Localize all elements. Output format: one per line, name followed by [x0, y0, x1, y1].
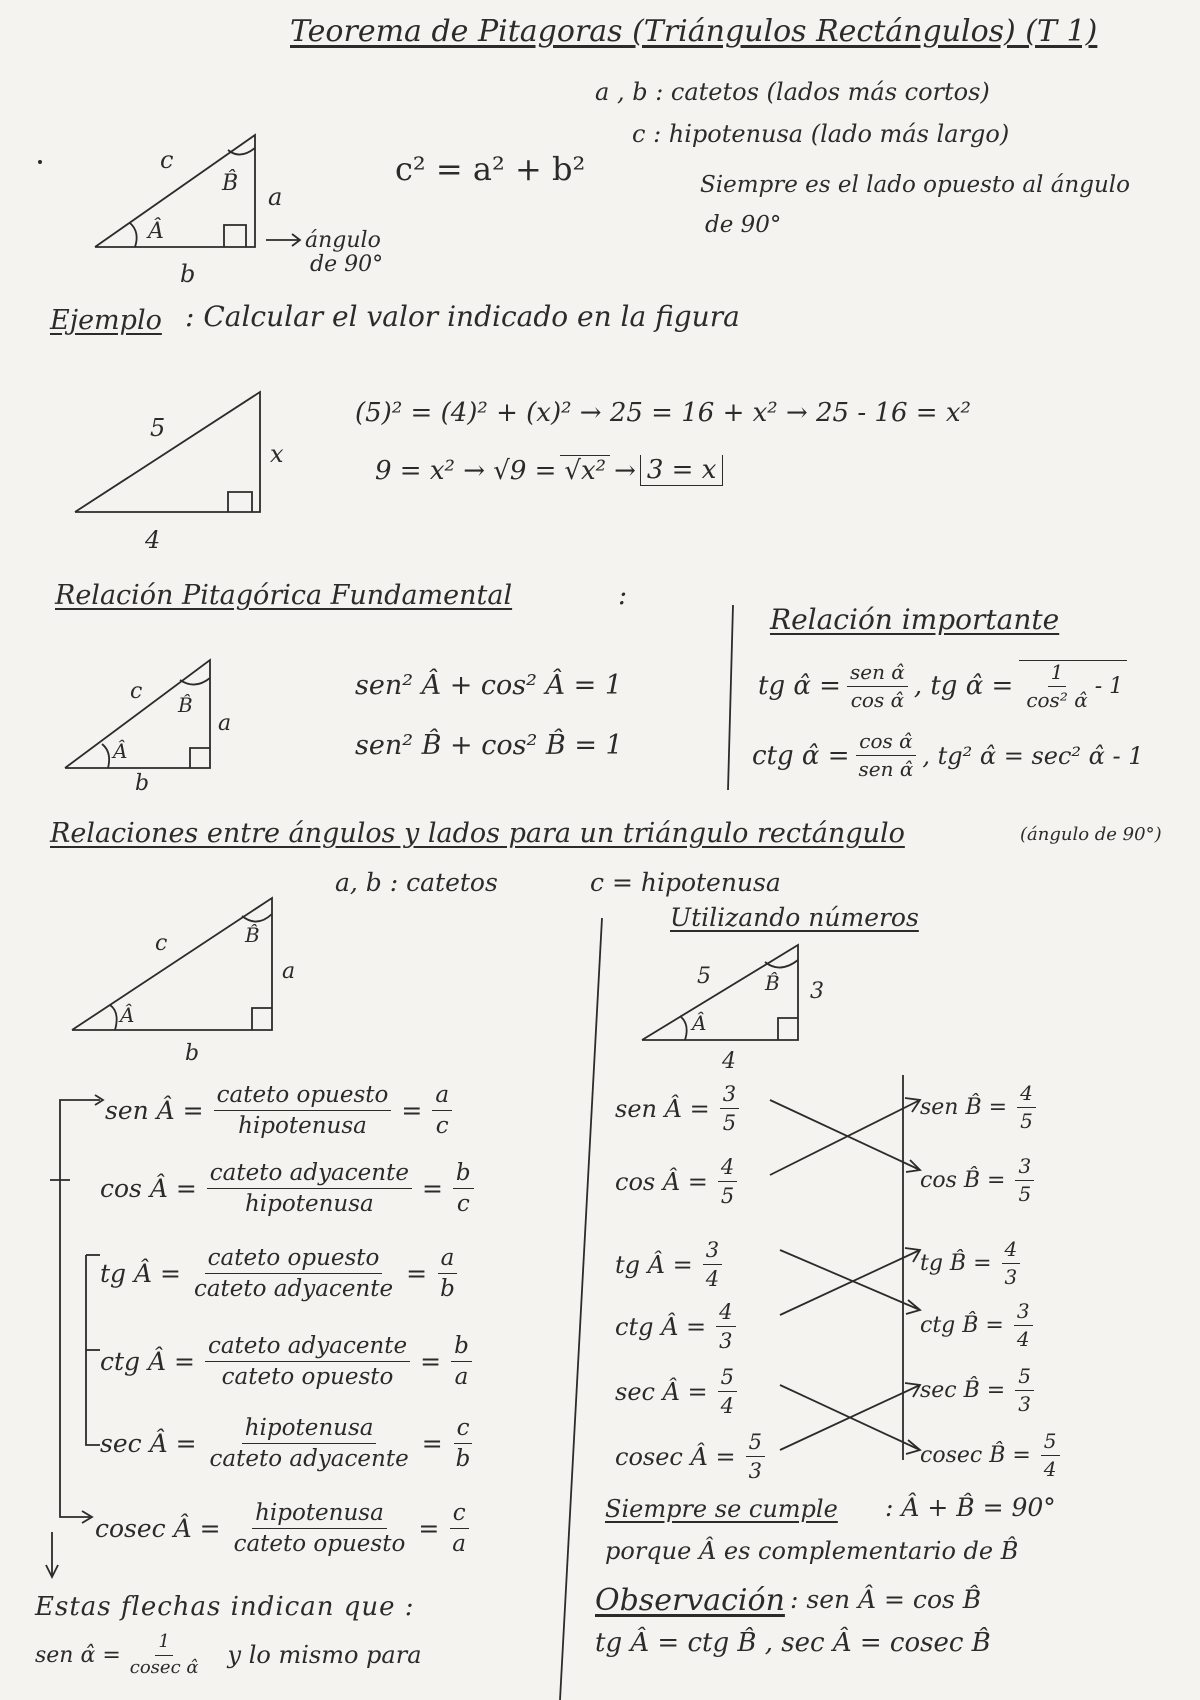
hypotenuse-note-2: de 90° [705, 212, 782, 238]
relations-triangle [72, 898, 295, 1066]
example-label: Ejemplo [50, 305, 162, 336]
example-triangle [75, 392, 284, 554]
number-row-a [615, 1238, 722, 1291]
hypotenuse-definition: c : hipotenusa (lado más largo) [632, 120, 1010, 148]
number-row-b [920, 1238, 1020, 1289]
fundamental-eq-1: sen² Â + cos² Â = 1 [355, 670, 623, 701]
svg-text:Â: Â [113, 739, 128, 763]
important-tg2-root: $\frac{1}{\text{cos² α̂}}$ - 1 [1019, 660, 1127, 712]
number-frac: $\frac{4}{5}$ [718, 1155, 737, 1208]
formula-lhs: sec Â = [100, 1429, 197, 1459]
siempre-label: Siempre se cumple [605, 1495, 838, 1523]
fundamental-triangle [65, 660, 231, 796]
number-row-b [920, 1155, 1034, 1206]
hypotenuse-note-1: Siempre es el lado opuesto al ángulo [700, 172, 1130, 198]
svg-text:B̂: B̂ [245, 923, 260, 947]
important-sec-eq: , tg² α̂ = sec² α̂ - 1 [922, 741, 1144, 770]
number-row-a [615, 1365, 737, 1418]
formula-ratio: $\frac{\text{cateto opuesto}}{\text{hipotenusa}}$ [214, 1082, 392, 1140]
svg-text:Â: Â [692, 1011, 707, 1035]
important-tg-lhs: tg α̂ = [758, 671, 841, 701]
right-angle-label-1: ángulo [305, 228, 381, 253]
formula-equals: = [421, 1174, 443, 1204]
observacion-label: Observación [595, 1583, 785, 1618]
relations-title-note: (ángulo de 90°) [1020, 824, 1162, 845]
number-frac: $\frac{5}{4}$ [718, 1365, 737, 1418]
formula-row [105, 1082, 452, 1140]
formula-row [100, 1415, 473, 1473]
example-line-2 [375, 455, 723, 486]
formula-letters: $\frac{b}{a}$ [451, 1333, 472, 1391]
observacion-eq-2: tg Â = ctg B̂ , sec Â = cosec B̂ [595, 1628, 991, 1658]
number-frac: $\frac{3}{5}$ [1015, 1155, 1034, 1206]
svg-text:5: 5 [697, 964, 711, 989]
svg-text:B̂: B̂ [765, 971, 780, 995]
fundamental-eq-2: sen² B̂ + cos² B̂ = 1 [355, 730, 623, 761]
number-frac: $\frac{5}{3}$ [746, 1430, 765, 1483]
number-row-b [920, 1082, 1036, 1133]
number-lhs: ctg B̂ = [920, 1313, 1004, 1338]
number-frac: $\frac{4}{3}$ [716, 1300, 735, 1353]
important-title: Relación importante [770, 603, 1060, 636]
example-result: 3 = x [640, 455, 724, 486]
formula-lhs: tg Â = [100, 1259, 181, 1289]
example-side-leg: x [270, 440, 284, 468]
example-line-2-a: 9 = x² → √9 = [375, 455, 557, 486]
legs-definition: a , b : catetos (lados más cortos) [595, 78, 990, 106]
number-row-b [920, 1300, 1033, 1351]
intro-side-b: b [180, 260, 196, 288]
example-side-hyp: 5 [150, 414, 166, 442]
svg-text:a: a [218, 711, 232, 736]
number-row-a [615, 1300, 736, 1353]
intro-side-a: a [268, 183, 283, 211]
number-lhs: tg Â = [615, 1250, 693, 1279]
svg-text:Â: Â [120, 1003, 135, 1027]
important-ctg-frac: $\frac{\text{cos α̂}}{\text{sen α̂}}$ [856, 730, 917, 781]
formula-ratio: $\frac{\text{hipotenusa}}{\text{cateto adyacente}}$ [209, 1415, 409, 1473]
number-lhs: sec Â = [615, 1377, 708, 1406]
formula-row [100, 1160, 474, 1218]
svg-text:a: a [282, 959, 296, 984]
relations-title: Relaciones entre ángulos y lados para un triángulo rectángulo [50, 818, 905, 849]
formula-letters: $\frac{c}{a}$ [449, 1500, 469, 1558]
formula-equals: = [406, 1259, 428, 1289]
formula-ratio: $\frac{\text{hipotenusa}}{\text{cateto opuesto}}$ [233, 1500, 406, 1558]
number-lhs: ctg Â = [615, 1312, 707, 1341]
svg-text:B̂: B̂ [178, 693, 193, 717]
arrows-frac: $\frac{1}{\text{cosec α̂}}$ [129, 1631, 199, 1678]
formula-equals: = [420, 1347, 442, 1377]
formula-equals: = [401, 1096, 423, 1126]
numbers-title: Utilizando números [670, 903, 919, 932]
formula-ratio: $\frac{\text{cateto opuesto}}{\text{cateto adyacente}}$ [193, 1245, 394, 1303]
number-row-b [920, 1430, 1060, 1481]
intro-side-c: c [160, 146, 174, 174]
right-angle-label-2: de 90° [310, 252, 384, 277]
page-title: Teorema de Pitagoras (Triángulos Rectángulos) (T 1) [290, 14, 1098, 49]
svg-text:b: b [135, 771, 150, 796]
example-line-2-c: → [614, 455, 636, 486]
intro-angle-a: Â [148, 219, 164, 244]
formula-letters: $\frac{b}{c}$ [453, 1160, 474, 1218]
formula-row [100, 1245, 458, 1303]
formula-equals: = [418, 1514, 440, 1544]
important-divider [728, 605, 733, 790]
formula-row [95, 1500, 469, 1558]
important-ctg [752, 730, 1144, 781]
example-line-2-b: √x² [560, 455, 610, 486]
pythagoras-formula: c² = a² + b² [395, 150, 586, 188]
fundamental-colon: : [618, 580, 628, 611]
number-lhs: tg B̂ = [920, 1251, 992, 1276]
formula-lhs: ctg Â = [100, 1347, 195, 1377]
observacion-eq-1: : sen Â = cos B̂ [790, 1585, 982, 1614]
number-row-a [615, 1155, 737, 1208]
formula-ratio: $\frac{\text{cateto adyacente}}{\text{cateto opuesto}}$ [205, 1333, 410, 1391]
formula-equals: = [421, 1429, 443, 1459]
formula-lhs: cos Â = [100, 1174, 197, 1204]
numbers-triangle [642, 945, 824, 1074]
formula-lhs: cosec Â = [95, 1514, 221, 1544]
important-tg-frac: $\frac{\text{sen α̂}}{\text{cos α̂}}$ [847, 661, 908, 712]
relations-legs: a, b : catetos [335, 868, 498, 897]
number-lhs: sen B̂ = [920, 1095, 1008, 1120]
svg-text:b: b [185, 1041, 200, 1066]
porque-text: porque Â es complementario de B̂ [605, 1537, 1019, 1565]
arrows-eq-lhs: sen α̂ = [35, 1642, 121, 1668]
number-frac: $\frac{5}{3}$ [1015, 1365, 1034, 1416]
example-side-base: 4 [145, 526, 161, 554]
intro-triangle [38, 135, 300, 288]
number-lhs: cosec B̂ = [920, 1443, 1031, 1468]
number-row-b [920, 1365, 1034, 1416]
intro-angle-b: B̂ [222, 171, 239, 196]
arrows-tail: y lo mismo para [227, 1641, 422, 1670]
cross-arrows [770, 1098, 920, 1454]
number-lhs: sec B̂ = [920, 1378, 1006, 1403]
example-line-1: (5)² = (4)² + (x)² → 25 = 16 + x² → 25 - 16 = x² [355, 398, 971, 428]
formula-letters: $\frac{a}{c}$ [432, 1082, 452, 1140]
arrows-equation [35, 1632, 422, 1678]
fundamental-title: Relación Pitagórica Fundamental [55, 580, 513, 611]
formula-ratio: $\frac{\text{cateto adyacente}}{\text{hipotenusa}}$ [207, 1160, 412, 1218]
svg-text:4: 4 [722, 1049, 736, 1074]
svg-text:c: c [130, 679, 143, 704]
number-frac: $\frac{5}{4}$ [1041, 1430, 1060, 1481]
important-tg [758, 660, 1127, 712]
formula-lhs: sen Â = [105, 1096, 204, 1126]
formula-letters: $\frac{c}{b}$ [453, 1415, 474, 1473]
important-ctg-lhs: ctg α̂ = [752, 740, 850, 771]
number-frac: $\frac{4}{5}$ [1017, 1082, 1036, 1133]
important-tg2-lhs: , tg α̂ = [913, 671, 1014, 701]
number-row-a [615, 1082, 739, 1135]
number-lhs: cos B̂ = [920, 1168, 1006, 1193]
relations-hyp: c = hipotenusa [590, 868, 781, 897]
number-frac: $\frac{3}{4}$ [1014, 1300, 1033, 1351]
svg-text:c: c [155, 931, 168, 956]
formula-letters: $\frac{a}{b}$ [437, 1245, 458, 1303]
svg-text:3: 3 [810, 979, 824, 1004]
number-frac: $\frac{3}{5}$ [720, 1082, 739, 1135]
number-lhs: cosec Â = [615, 1442, 736, 1471]
number-row-a [615, 1430, 765, 1483]
number-lhs: sen Â = [615, 1094, 710, 1123]
example-statement: : Calcular el valor indicado en la figura [185, 300, 740, 333]
arrows-note: Estas flechas indican que : [35, 1592, 415, 1622]
siempre-eq: : Â + B̂ = 90° [885, 1493, 1056, 1522]
number-frac: $\frac{3}{4}$ [703, 1238, 722, 1291]
formula-row [100, 1333, 472, 1391]
number-frac: $\frac{4}{3}$ [1002, 1238, 1021, 1289]
number-lhs: cos Â = [615, 1167, 708, 1196]
